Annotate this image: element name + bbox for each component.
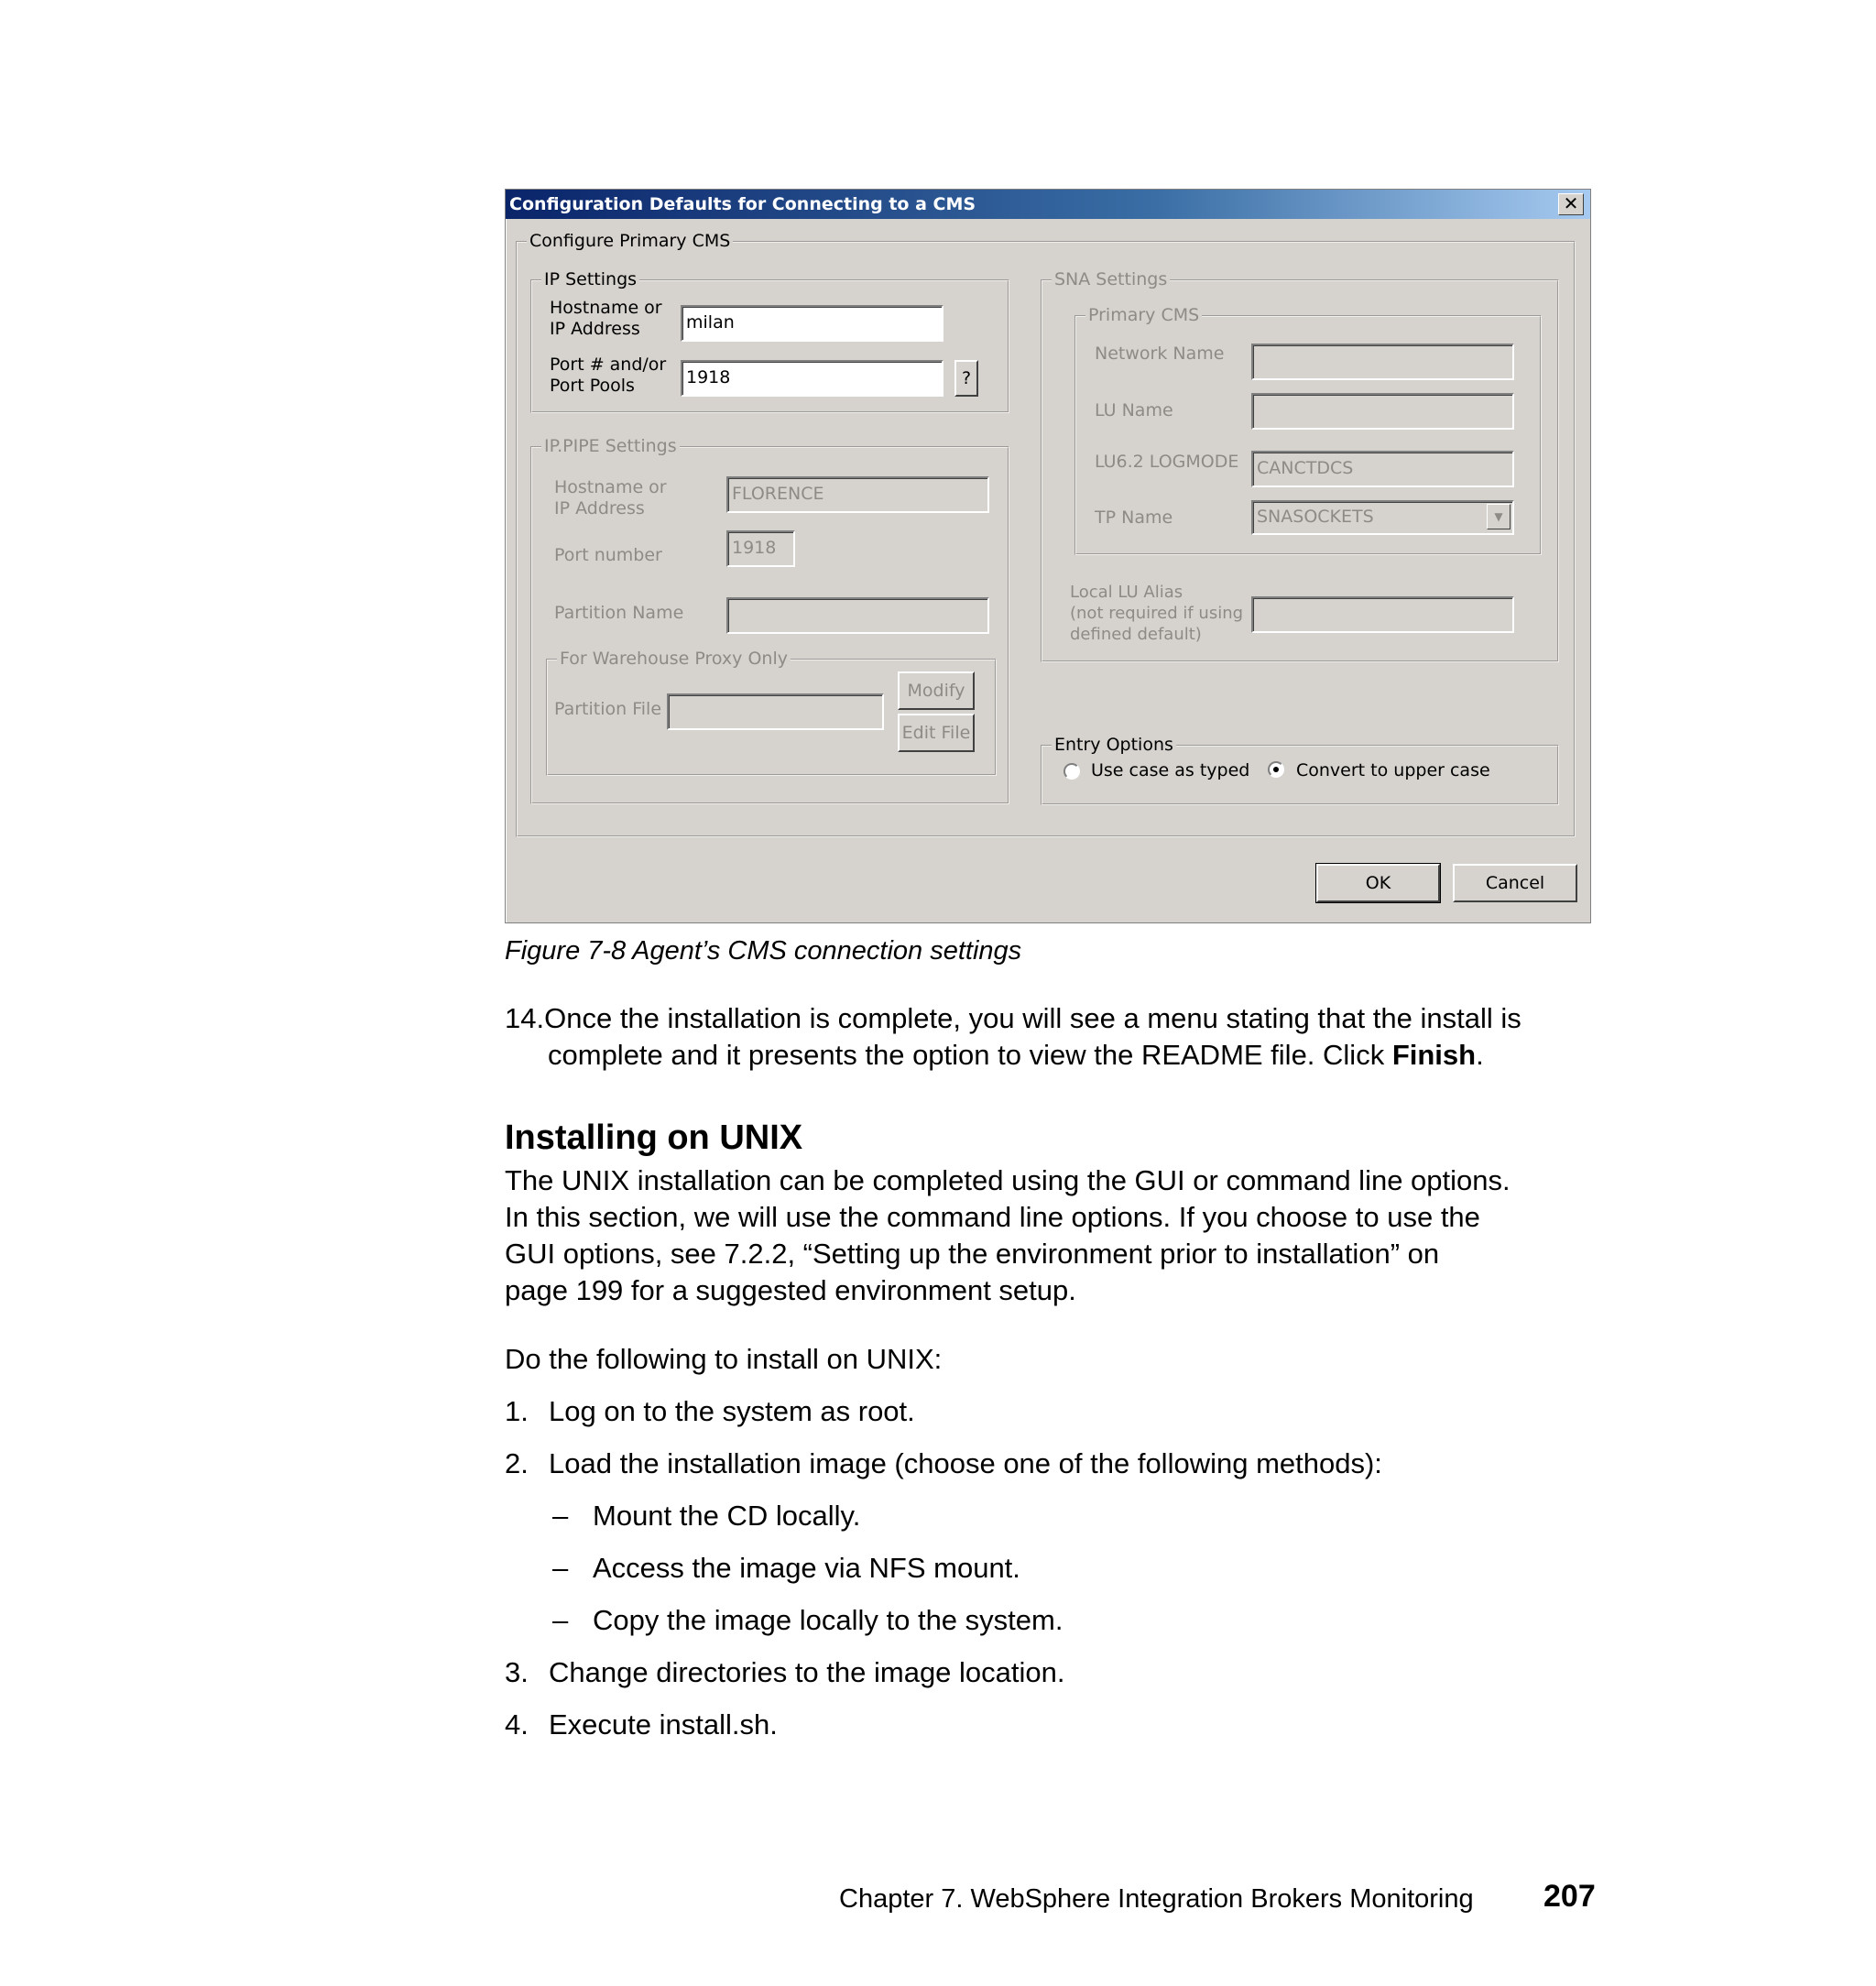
convert-upper-radio[interactable] [1268, 761, 1284, 778]
list-text: Execute install.sh. [549, 1708, 778, 1740]
pipe-hostname-input[interactable]: FLORENCE [726, 476, 989, 513]
ip-hostname-input[interactable]: milan [681, 305, 943, 342]
list-item [505, 1707, 778, 1743]
use-case-typed-label[interactable]: Use case as typed [1091, 760, 1250, 780]
sub-list-item [552, 1602, 1063, 1639]
list-number: 3. [505, 1656, 529, 1688]
lu-name-input[interactable] [1251, 393, 1514, 430]
network-name-input[interactable] [1251, 344, 1514, 380]
configure-primary-cms-legend: Configure Primary CMS [527, 230, 733, 252]
intro-paragraph [505, 1162, 1511, 1309]
tp-name-value: SNASOCKETS [1257, 507, 1374, 527]
list-text: Load the installation image (choose one of the following methods): [549, 1447, 1382, 1479]
sub-list-text: Mount the CD locally. [593, 1500, 861, 1532]
list-text: Change directories to the image location. [549, 1656, 1065, 1688]
warehouse-proxy-legend: For Warehouse Proxy Only [557, 648, 791, 670]
network-name-label: Network Name [1095, 344, 1225, 364]
tp-name-select[interactable] [1251, 500, 1514, 535]
chevron-down-icon[interactable]: ▼ [1487, 504, 1511, 529]
list-number: 4. [505, 1708, 529, 1740]
ip-pipe-settings-legend: IP.PIPE Settings [541, 435, 680, 457]
intro-line: The UNIX installation can be completed using the GUI or command line options. [505, 1164, 1511, 1196]
dash-bullet: – [552, 1552, 569, 1584]
step-14-period: . [1476, 1039, 1484, 1071]
tp-name-label: TP Name [1095, 507, 1173, 528]
intro-line: GUI options, see 7.2.2, “Setting up the environment prior to installation” on [505, 1238, 1440, 1270]
figure-caption: Figure 7-8 Agent’s CMS connection settings [505, 936, 1022, 966]
local-lu-alias-label: Local LU Alias (not required if using defined default) [1070, 583, 1244, 644]
use-case-typed-radio[interactable] [1063, 763, 1080, 780]
page-number: 207 [1543, 1879, 1596, 1914]
local-lu-alias-input[interactable] [1251, 596, 1514, 633]
lead-sentence: Do the following to install on UNIX: [505, 1343, 943, 1375]
ip-port-label: Port # and/or Port Pools [550, 355, 667, 396]
list-number: 2. [505, 1447, 529, 1479]
step-14 [505, 1000, 1522, 1037]
logmode-label: LU6.2 LOGMODE [1095, 452, 1239, 472]
ip-port-input[interactable]: 1918 [681, 360, 943, 397]
pipe-partition-input[interactable] [726, 597, 989, 634]
step-14-continued [548, 1037, 1484, 1074]
close-icon[interactable]: ✕ [1558, 193, 1584, 215]
list-item [505, 1654, 1065, 1691]
pipe-partition-label: Partition Name [554, 603, 684, 623]
ip-hostname-label: Hostname or IP Address [550, 298, 662, 339]
modify-button[interactable]: Modify [898, 671, 975, 710]
pipe-hostname-label: Hostname or IP Address [554, 477, 667, 518]
sub-list-item [552, 1498, 860, 1534]
step-14-line2: complete and it presents the option to view the README file. Click [548, 1039, 1392, 1071]
partition-file-input[interactable] [667, 693, 884, 730]
cancel-button[interactable]: Cancel [1453, 864, 1577, 902]
sna-primary-cms-legend: Primary CMS [1085, 304, 1202, 326]
cms-config-dialog [505, 189, 1591, 923]
list-number: 1. [505, 1395, 529, 1427]
dash-bullet: – [552, 1500, 569, 1532]
pipe-port-label: Port number [554, 545, 662, 565]
dash-bullet: – [552, 1604, 569, 1636]
entry-options-legend: Entry Options [1052, 734, 1176, 756]
step-14-number: 14. [505, 1002, 545, 1034]
sna-settings-legend: SNA Settings [1052, 268, 1170, 290]
sub-list-text: Copy the image locally to the system. [593, 1604, 1063, 1636]
intro-line: page 199 for a suggested environment setup. [505, 1274, 1076, 1306]
list-text: Log on to the system as root. [549, 1395, 915, 1427]
list-item [505, 1393, 915, 1430]
list-item [505, 1446, 1382, 1482]
intro-line: In this section, we will use the command line options. If you choose to use the [505, 1201, 1480, 1233]
lu-name-label: LU Name [1095, 400, 1173, 420]
sub-list-item [552, 1550, 1020, 1587]
edit-file-button[interactable]: Edit File [898, 714, 975, 752]
footer-chapter-title: Chapter 7. WebSphere Integration Brokers Monitoring [839, 1884, 1474, 1914]
dialog-title-bar: Configuration Defaults for Connecting to a CMS [506, 190, 1590, 219]
partition-file-label: Partition File [554, 699, 662, 719]
finish-emphasis: Finish [1391, 1039, 1477, 1071]
step-14-line1: Once the installation is complete, you will see a menu stating that the install is [544, 1002, 1522, 1034]
logmode-input[interactable]: CANCTDCS [1251, 451, 1514, 487]
section-heading: Installing on UNIX [505, 1118, 803, 1157]
convert-upper-label[interactable]: Convert to upper case [1296, 760, 1490, 780]
port-help-button[interactable]: ? [954, 360, 978, 397]
sub-list-text: Access the image via NFS mount. [593, 1552, 1020, 1584]
ip-settings-legend: IP Settings [541, 268, 639, 290]
ok-button[interactable]: OK [1316, 864, 1440, 902]
pipe-port-input[interactable]: 1918 [726, 530, 795, 567]
